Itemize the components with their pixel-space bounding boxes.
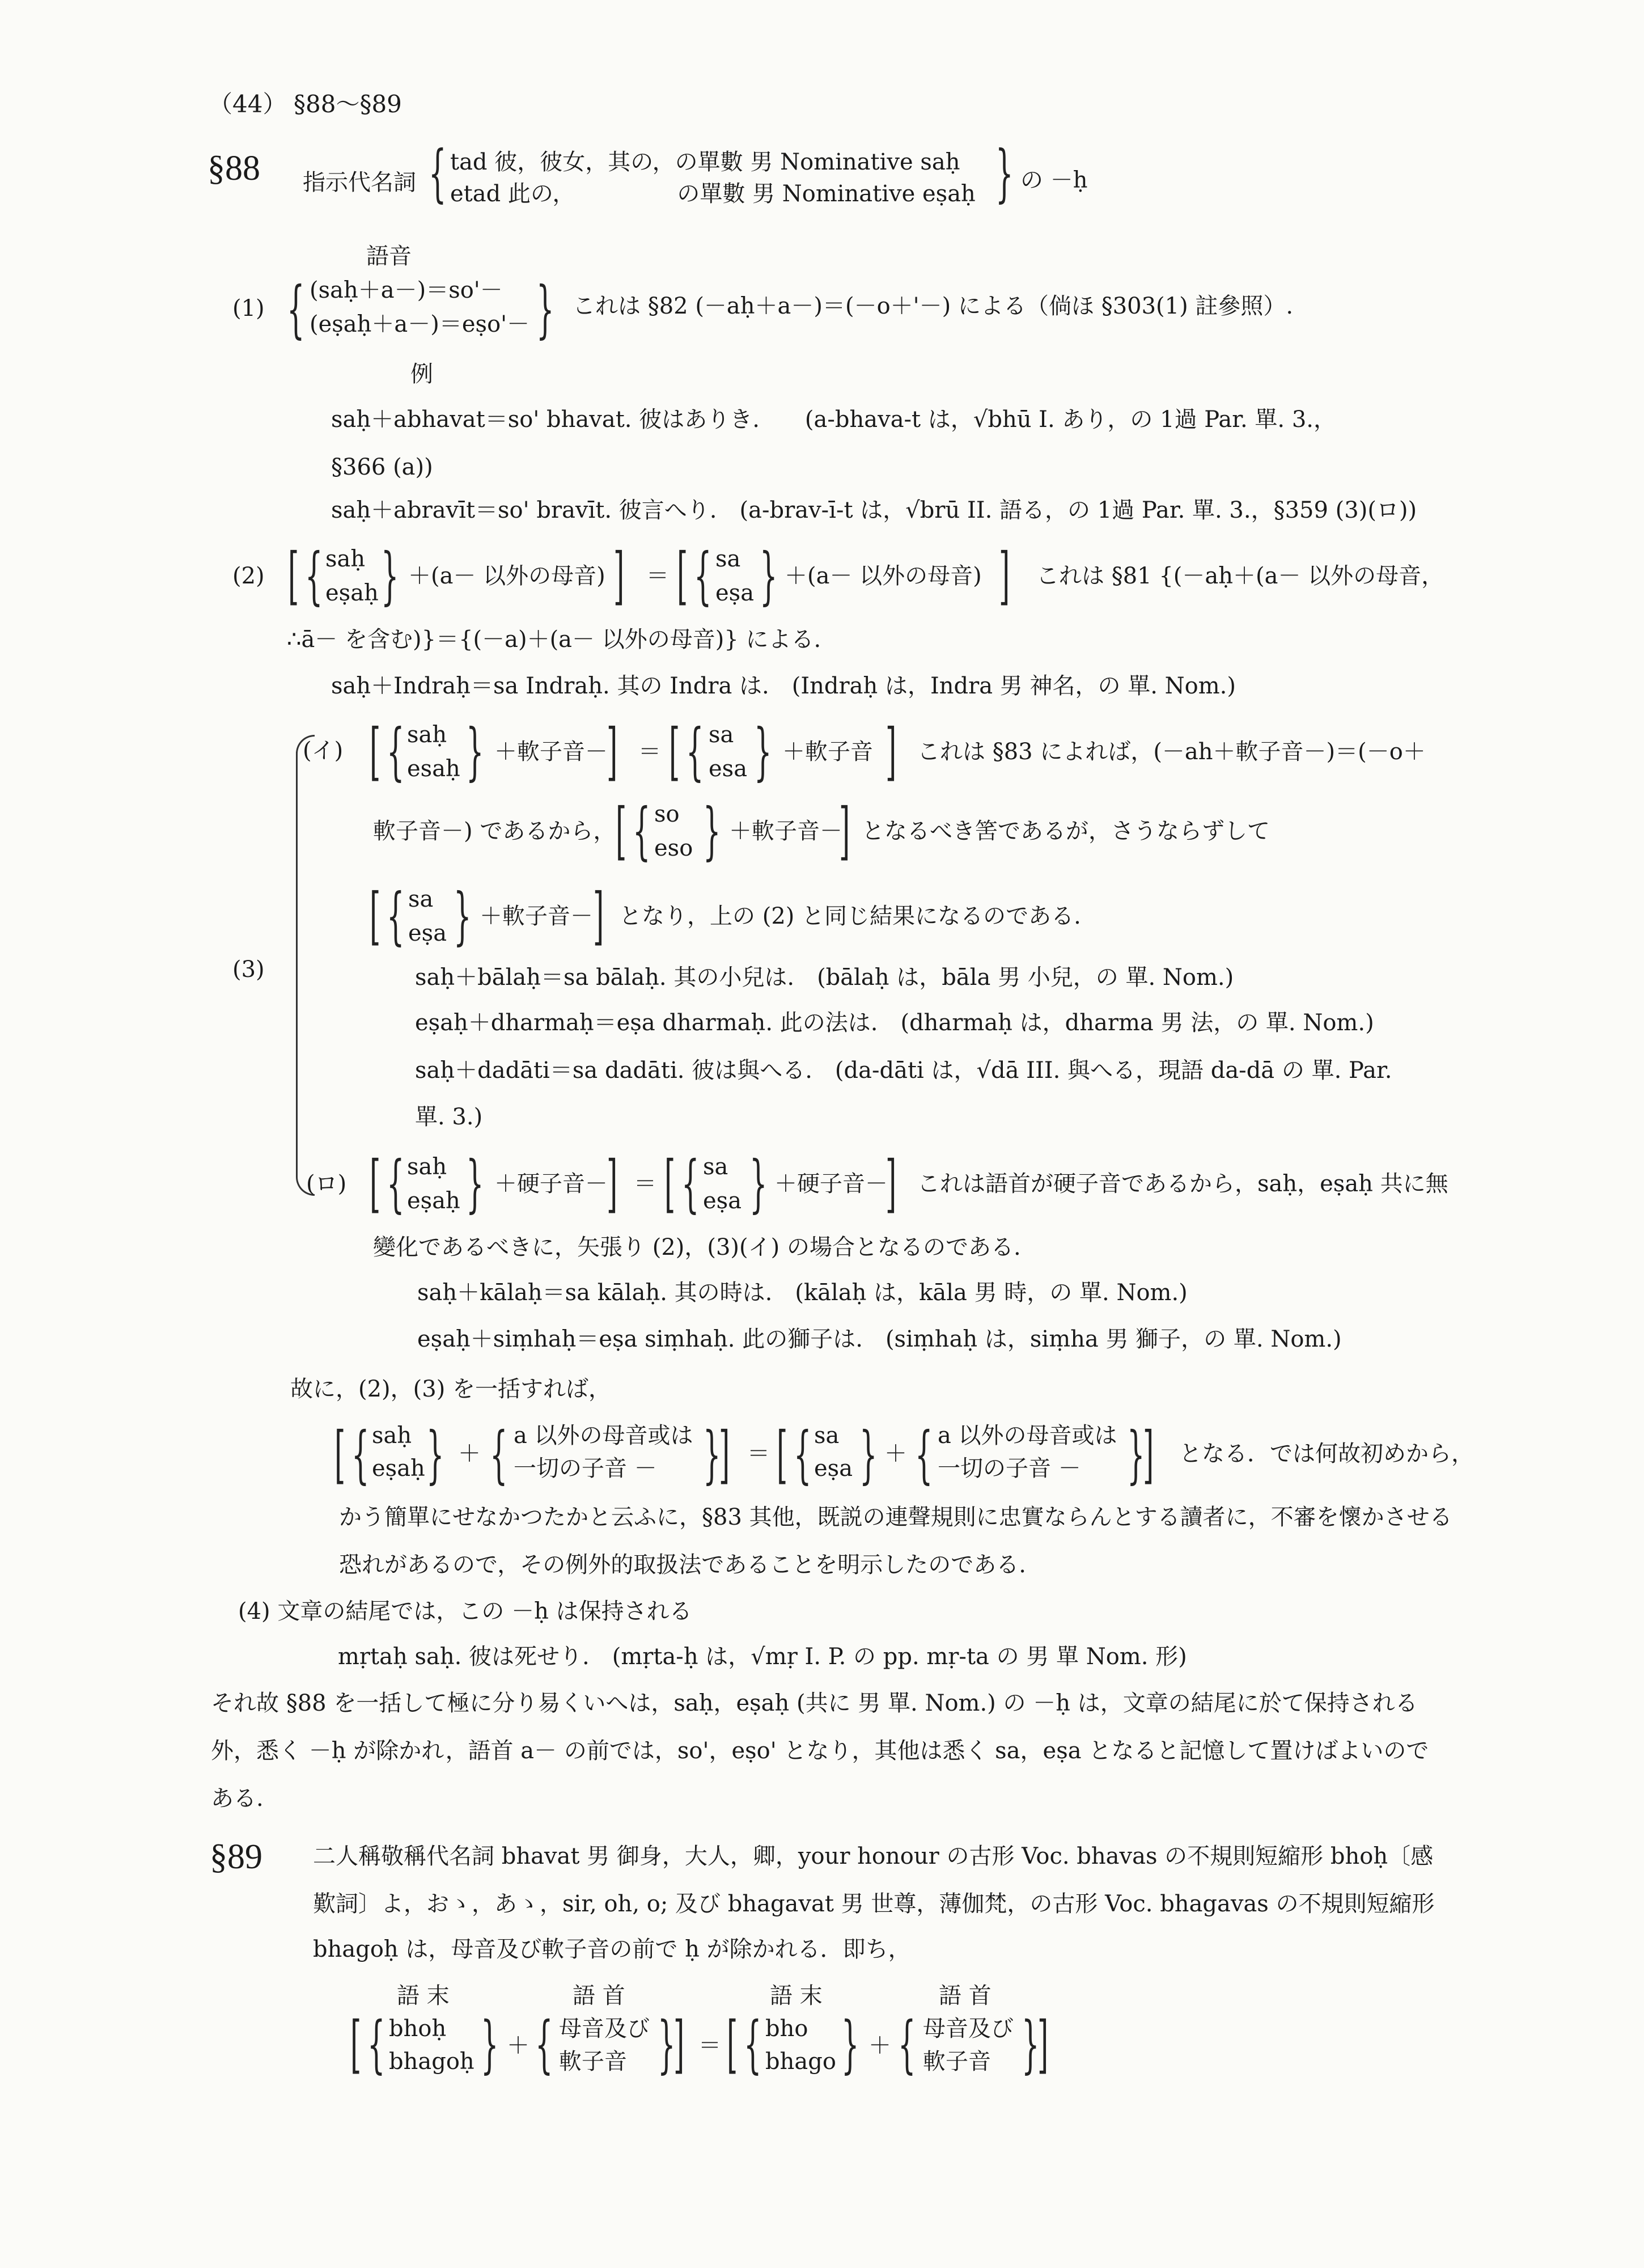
s88-row1: tad 彼，彼女，其の，の單數 男 Nominative saḥ [450,149,960,175]
p3-i-so2: eso [654,835,693,861]
brace-right: } [995,137,1014,209]
p3-ro-note: これは語首が硬子音であるから，saḥ，eṣaḥ 共に無 [917,1171,1448,1197]
p3-i-op4: ＋軟子音－ [480,903,593,929]
bracket-left: [ [350,2008,362,2080]
p1-number: (1) [232,295,265,321]
brace-right: } [381,539,399,612]
brace-right: } [536,273,554,345]
p3-i-cont1: 軟子音－) であるから， [373,818,616,844]
p3-ro-r2: eṣa [703,1188,742,1214]
brace-right: } [1022,2008,1040,2080]
brace-left: { [898,2008,916,2080]
summary-eq: ＝ [747,1441,770,1467]
p3-i-l2: esaḥ [407,756,460,782]
brace-right: } [749,1147,768,1220]
p3-i-tag: (イ) [303,738,344,764]
s89-line: 歎詞〕よ，おゝ，あゝ，sir, oh, o; 及び bhagavat 男 世尊，薄伽梵，の古形 Voc. bhagavas の不規則短縮形 [313,1891,1435,1917]
bracket-left: [ [370,879,381,952]
summary-m2: 一切の子音 － [938,1455,1081,1482]
summary-after: となる．では何故初めから， [1179,1441,1474,1467]
brace-right: } [754,715,772,788]
brace-left: { [535,2008,553,2080]
table-d1: 母音及び [923,2016,1014,2042]
p3-i-note: これは §83 によれば，(－ah＋軟子音－)＝(－o＋ [917,739,1426,765]
bracket-left: [ [370,1147,381,1220]
conclusion-line: 外，悉く －ḥ が除かれ，語首 a－ の前では，so'，eṣo' となり，其他は悉く sa，eṣa となると記憶して置けばよいので [211,1738,1429,1764]
p3-i-op3: ＋軟子音－ [729,818,842,844]
brace-left: { [633,794,651,867]
brace-left: { [305,539,323,612]
brace-left: { [686,715,704,788]
s89-line: bhagoḥ は，母音及び軟子音の前で ḥ が除かれる．即ち， [313,1936,911,1962]
brace-right: } [466,1147,484,1220]
conclusion-line: ある. [211,1785,264,1812]
bracket-right: ] [1037,2008,1049,2080]
table-plus: ＋ [507,2033,529,2059]
example-line: 單. 3.) [415,1104,483,1130]
bracket-left: [ [669,715,680,788]
table-header: 語 首 [573,1983,625,2009]
table-header: 語 末 [397,1983,450,2009]
bracket-right: ] [839,794,850,867]
table-c2: bhago [765,2049,836,2075]
bracket-left: [ [664,1147,676,1220]
p2-l2: eṣaḥ [325,580,379,606]
p3-ro-r1: sa [703,1154,728,1180]
p3-ro-tag: (ロ) [306,1171,347,1197]
p2-op1: ＋(a－ 以外の母音) [408,563,605,589]
brace-right: } [1127,1418,1145,1491]
brace-left: { [490,1418,508,1491]
brace-left: { [681,1147,700,1220]
summary-c2: 恐れがあるので，その例外的取扱法であることを明示したのである. [339,1552,1026,1578]
p2-l1: saḥ [325,546,366,572]
summary-intro: 故に，(2)，(3) を一括すれば， [290,1376,612,1402]
example-line: saḥ＋abhavat＝so' bhavat. 彼はありき. (a-bhava-t は，√bhū I. あり，の 1過 Par. 單. 3.， [331,407,1337,433]
brace-right: } [760,539,778,612]
summary-c1: かう簡單にせなかつたかと云ふに，§83 其他，既説の連聲規則に忠實ならんとする讀者に，不審を懷かさせる [339,1504,1452,1530]
p3-ro-l2: eṣaḥ [407,1188,460,1214]
brace-left: { [367,2008,385,2080]
table-header: 語 首 [939,1983,992,2009]
p3-ro-op: ＋硬子音－ [494,1171,608,1197]
table-header: 語 末 [770,1983,823,2009]
brace-right: } [466,715,484,788]
summary-plus: ＋ [884,1441,907,1467]
s88-row2: etad 此の， の單數 男 Nominative eṣaḥ [450,181,976,207]
summary-plus: ＋ [458,1441,481,1467]
p2-note: これは §81 {(－aḥ＋(a－ 以外の母音， [1036,563,1444,589]
gooon-label: 語音 [366,243,412,269]
p3-i-eq: ＝ [638,739,661,765]
conclusion-line: それ故 §88 を一括して極に分り易くいへは，saḥ，eṣaḥ (共に 男 單. Nom.) の －ḥ は，文章の結尾に於て保持される [211,1690,1418,1716]
brace-right: } [426,1418,444,1491]
p2-op2: ＋(a－ 以外の母音) [785,563,982,589]
example-line: saḥ＋Indraḥ＝sa Indraḥ. 其の Indra は. (Indraḥ は，Indra 男 神名，の 單. Nom.) [331,673,1236,699]
brace-left: { [794,1418,812,1491]
summary-l1: saḥ [372,1423,412,1449]
p3-i-so1: so [654,801,680,827]
bracket-right: ] [885,1147,897,1220]
bracket-left: [ [334,1418,346,1491]
brace-left: { [287,273,305,345]
table-b1: 母音及び [559,2016,650,2042]
p3-ro-l1: saḥ [407,1154,447,1180]
brace-left: { [694,539,712,612]
p2-continuation: ∴ā－ を含む)}＝{(－a)＋(a－ 以外の母音)} による. [287,627,821,653]
brace-right: } [859,1418,878,1491]
table-c1: bho [765,2016,808,2042]
example-label: 例 [410,361,433,387]
brace-left: { [387,1147,405,1220]
brace-left: { [744,2008,762,2080]
table-a1: bhoḥ [389,2016,447,2042]
p1-note: これは §82 (－aḥ＋a－)＝(－o＋'－) による（倘ほ §303(1) 註參照）. [573,293,1294,319]
p2-r1: sa [715,546,741,572]
p3-i-op2: ＋軟子音 [782,739,873,765]
p3-i-sa2: eṣa [408,920,447,946]
p3-i-cont3: となり，上の (2) と同じ結果になるのである. [619,903,1081,929]
table-d2: 軟子音 [923,2049,991,2075]
section-bracket [296,752,298,1177]
brace-left: { [387,715,405,788]
brace-left: { [351,1418,370,1491]
table-b2: 軟子音 [559,2049,627,2075]
p3-i-r1: sa [709,722,734,748]
p3-i-cont2: となるべき筈であるが，さうならずして [862,818,1270,844]
section-88-number: §88 [207,149,260,188]
bracket-left: [ [370,715,381,788]
p2-eq: ＝ [646,563,669,589]
bracket-right: ] [593,879,604,952]
bracket-left: [ [727,2008,738,2080]
s89-line: 二人稱敬稱代名詞 bhavat 男 御身，大人，卿，your honour の古形 Voc. bhavas の不規則短縮形 bhoḥ〔感 [313,1843,1434,1869]
brace-right: } [454,879,472,952]
bracket-right: ] [999,539,1010,612]
section-range: §88～§89 [294,90,402,118]
bracket-right: ] [607,715,618,788]
p3-i-r2: esa [709,756,748,782]
example-line: eṣaḥ＋dharmaḥ＝eṣa dharmaḥ. 此の法は. (dharmaḥ は，dharma 男 法，の 單. Nom.) [415,1010,1374,1036]
example-line: saḥ＋dadāti＝sa dadāti. 彼は與へる. (da-dāti は，√dā III. 與へる，現語 da-dā の 單. Par. [415,1057,1392,1084]
bracket-left: [ [288,539,299,612]
page-number: （44） [209,90,287,118]
p3-number: (3) [232,957,265,983]
example-line: saḥ＋kālaḥ＝sa kālaḥ. 其の時は. (kālaḥ は，kāla 男 時，の 單. Nom.) [417,1280,1188,1306]
bracket-right: ] [719,1418,730,1491]
p3-ro-op2: ＋硬子音－ [774,1171,888,1197]
bracket-right: ] [607,1147,618,1220]
brace-left: { [915,1418,933,1491]
summary-m2: 一切の子音 － [514,1455,657,1482]
p2-r2: eṣa [715,580,755,606]
bracket-left: [ [777,1418,788,1491]
brace-right: } [703,1418,721,1491]
example-line: saḥ＋abravīt＝so' bravīt. 彼言へり. (a-brav-ī-t は，√brū II. 語る，の 1過 Par. 單. 3.，§359 (3)(ロ)) [331,497,1417,523]
section-89-number: §89 [210,1838,262,1876]
bracket-left: [ [616,794,627,867]
summary-m1: a 以外の母音或は [514,1423,693,1449]
p4-line: (4) 文章の結尾では，この －ḥ は保持される [238,1598,692,1624]
p3-i-op: ＋軟子音－ [494,739,608,765]
p3-ro-eq: ＝ [634,1171,656,1197]
table-a2: bhagoḥ [389,2049,474,2075]
bracket-right: ] [613,539,625,612]
p3-i-sa1: sa [408,886,434,912]
bracket-right: ] [673,2008,685,2080]
brace-right: } [481,2008,499,2080]
brace-right: } [703,794,721,867]
brace-right: } [658,2008,676,2080]
p2-number: (2) [232,563,265,589]
s88-suffix: の －ḥ [1020,167,1088,193]
example-line: mṛtaḥ saḥ. 彼は死せり. (mṛta-ḥ は，√mṛ I. P. の pp. mṛ-ta の 男 單 Nom. 形) [338,1644,1187,1670]
brace-left: { [387,879,405,952]
example-line: §366 (a)) [331,454,433,480]
bracket-right: ] [885,715,897,788]
bracket-right: ] [1143,1418,1154,1491]
p1-formula2: (eṣaḥ＋a－)＝eṣo'－ [310,311,530,337]
example-line: saḥ＋bālaḥ＝sa bālaḥ. 其の小兒は. (bālaḥ は，bāla 男 小兒，の 單. Nom.) [415,964,1234,991]
example-line: eṣaḥ＋siṃhaḥ＝eṣa siṃhaḥ. 此の獅子は. (siṃhaḥ は，siṃha 男 獅子，の 單. Nom.) [417,1326,1342,1352]
brace-left: { [429,137,447,209]
summary-m1: a 以外の母音或は [938,1423,1117,1449]
table-eq: ＝ [698,2033,721,2059]
table-plus: ＋ [868,2033,891,2059]
p3-ro-cont: 變化であるべきに，矢張り (2)，(3)(イ) の場合となるのである. [373,1234,1021,1260]
p3-i-l1: saḥ [407,722,447,748]
summary-r1: sa [814,1423,840,1449]
summary-r2: eṣa [814,1455,853,1482]
brace-right: } [841,2008,859,2080]
summary-l2: eṣaḥ [372,1455,425,1482]
p1-formula1: (saḥ＋a－)＝so'－ [310,277,503,303]
s88-label: 指示代名詞 [303,170,416,196]
bracket-left: [ [677,539,688,612]
